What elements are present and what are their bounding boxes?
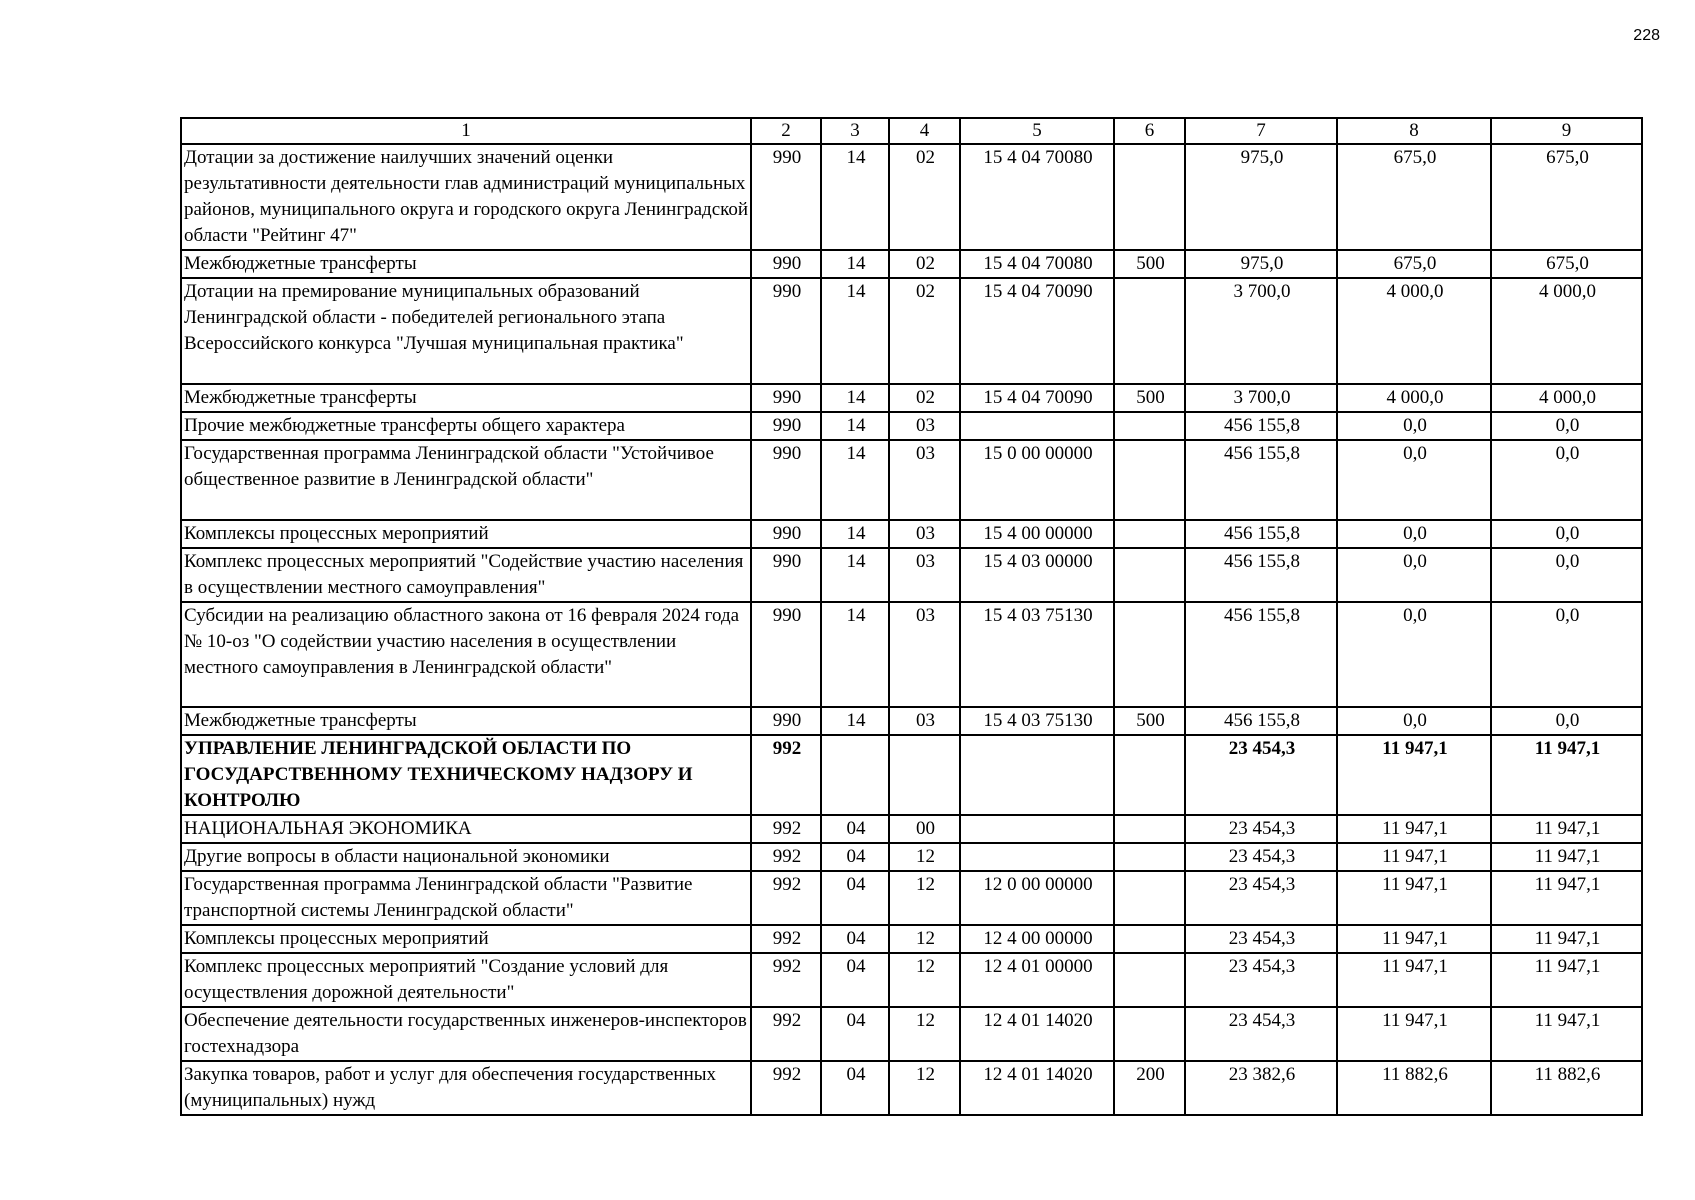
col-4-cell: 00 bbox=[889, 815, 960, 843]
col-2-cell: 992 bbox=[751, 925, 821, 953]
row-name: Дотации на премирование муниципальных образований Ленинградской области - победителей регионального этапа Всероссийского конкурса "Лучшая муниципальная практика" bbox=[181, 278, 751, 384]
col-7-cell: 23 454,3 bbox=[1185, 843, 1337, 871]
header-row bbox=[181, 118, 1642, 144]
col-4-cell: 12 bbox=[889, 1007, 960, 1061]
col-6-cell bbox=[1114, 412, 1185, 440]
row-name: Комплексы процессных мероприятий bbox=[181, 925, 751, 953]
col-3-cell: 14 bbox=[821, 144, 889, 250]
col-7-cell: 456 155,8 bbox=[1185, 412, 1337, 440]
table-row bbox=[181, 707, 1642, 735]
col-7-cell: 456 155,8 bbox=[1185, 520, 1337, 548]
col-7-cell: 3 700,0 bbox=[1185, 278, 1337, 384]
col-6-cell bbox=[1114, 602, 1185, 707]
col-2-cell: 992 bbox=[751, 1061, 821, 1115]
col-8-cell: 0,0 bbox=[1337, 440, 1491, 520]
col-5-cell bbox=[960, 843, 1114, 871]
col-7-cell: 456 155,8 bbox=[1185, 707, 1337, 735]
col-5-cell: 15 4 04 70090 bbox=[960, 278, 1114, 384]
row-name: Межбюджетные трансферты bbox=[181, 707, 751, 735]
col-8-cell: 0,0 bbox=[1337, 602, 1491, 707]
row-name: Обеспечение деятельности государственных инженеров-инспекторов гостехнадзора bbox=[181, 1007, 751, 1061]
column-header: 1 bbox=[181, 118, 751, 144]
col-5-cell: 15 0 00 00000 bbox=[960, 440, 1114, 520]
col-6-cell: 500 bbox=[1114, 384, 1185, 412]
col-5-cell: 15 4 03 00000 bbox=[960, 548, 1114, 602]
col-9-cell: 11 947,1 bbox=[1491, 815, 1642, 843]
col-6-cell bbox=[1114, 440, 1185, 520]
col-7-cell: 456 155,8 bbox=[1185, 548, 1337, 602]
col-5-cell: 12 4 00 00000 bbox=[960, 925, 1114, 953]
col-8-cell: 0,0 bbox=[1337, 520, 1491, 548]
table-row bbox=[181, 440, 1642, 520]
col-4-cell: 12 bbox=[889, 843, 960, 871]
col-2-cell: 992 bbox=[751, 871, 821, 925]
col-7-cell: 456 155,8 bbox=[1185, 440, 1337, 520]
col-2-cell: 992 bbox=[751, 735, 821, 815]
col-8-cell: 11 947,1 bbox=[1337, 953, 1491, 1007]
col-3-cell bbox=[821, 735, 889, 815]
col-6-cell bbox=[1114, 843, 1185, 871]
col-9-cell: 11 947,1 bbox=[1491, 925, 1642, 953]
col-6-cell bbox=[1114, 278, 1185, 384]
row-name: Межбюджетные трансферты bbox=[181, 384, 751, 412]
col-5-cell: 12 0 00 00000 bbox=[960, 871, 1114, 925]
col-8-cell: 11 882,6 bbox=[1337, 1061, 1491, 1115]
row-name: Государственная программа Ленинградской области "Устойчивое общественное развитие в Ленинградской области" bbox=[181, 440, 751, 520]
row-name: Межбюджетные трансферты bbox=[181, 250, 751, 278]
col-8-cell: 0,0 bbox=[1337, 412, 1491, 440]
row-name: Субсидии на реализацию областного закона от 16 февраля 2024 года № 10-оз "О содействии участию населения в осуществлении местного самоуправления в Ленинградской области" bbox=[181, 602, 751, 707]
col-2-cell: 992 bbox=[751, 1007, 821, 1061]
col-2-cell: 992 bbox=[751, 815, 821, 843]
col-7-cell: 3 700,0 bbox=[1185, 384, 1337, 412]
col-3-cell: 04 bbox=[821, 953, 889, 1007]
col-5-cell: 12 4 01 14020 bbox=[960, 1061, 1114, 1115]
col-3-cell: 14 bbox=[821, 707, 889, 735]
row-name: НАЦИОНАЛЬНАЯ ЭКОНОМИКА bbox=[181, 815, 751, 843]
row-name: Прочие межбюджетные трансферты общего характера bbox=[181, 412, 751, 440]
col-9-cell: 0,0 bbox=[1491, 707, 1642, 735]
table-row bbox=[181, 602, 1642, 707]
col-6-cell bbox=[1114, 144, 1185, 250]
col-3-cell: 14 bbox=[821, 412, 889, 440]
column-header: 6 bbox=[1114, 118, 1185, 144]
col-6-cell: 500 bbox=[1114, 707, 1185, 735]
col-2-cell: 990 bbox=[751, 520, 821, 548]
col-8-cell: 11 947,1 bbox=[1337, 925, 1491, 953]
column-header: 7 bbox=[1185, 118, 1337, 144]
col-8-cell: 4 000,0 bbox=[1337, 278, 1491, 384]
col-3-cell: 04 bbox=[821, 1007, 889, 1061]
col-3-cell: 04 bbox=[821, 871, 889, 925]
col-3-cell: 14 bbox=[821, 384, 889, 412]
row-name: Комплекс процессных мероприятий "Содействие участию населения в осуществлении местного самоуправления" bbox=[181, 548, 751, 602]
col-2-cell: 990 bbox=[751, 412, 821, 440]
col-9-cell: 0,0 bbox=[1491, 440, 1642, 520]
col-6-cell bbox=[1114, 871, 1185, 925]
col-2-cell: 990 bbox=[751, 278, 821, 384]
col-3-cell: 14 bbox=[821, 250, 889, 278]
table-row bbox=[181, 1007, 1642, 1061]
col-4-cell: 03 bbox=[889, 412, 960, 440]
col-5-cell: 15 4 03 75130 bbox=[960, 602, 1114, 707]
col-2-cell: 992 bbox=[751, 953, 821, 1007]
col-7-cell: 23 454,3 bbox=[1185, 815, 1337, 843]
col-5-cell: 15 4 00 00000 bbox=[960, 520, 1114, 548]
table-row bbox=[181, 1061, 1642, 1115]
col-9-cell: 11 947,1 bbox=[1491, 953, 1642, 1007]
col-3-cell: 04 bbox=[821, 815, 889, 843]
col-2-cell: 990 bbox=[751, 250, 821, 278]
col-4-cell: 03 bbox=[889, 707, 960, 735]
col-6-cell bbox=[1114, 520, 1185, 548]
col-5-cell: 12 4 01 14020 bbox=[960, 1007, 1114, 1061]
table-row bbox=[181, 250, 1642, 278]
col-9-cell: 11 947,1 bbox=[1491, 735, 1642, 815]
table-row bbox=[181, 412, 1642, 440]
col-8-cell: 675,0 bbox=[1337, 250, 1491, 278]
col-4-cell: 03 bbox=[889, 440, 960, 520]
column-header: 3 bbox=[821, 118, 889, 144]
column-header: 9 bbox=[1491, 118, 1642, 144]
row-name: УПРАВЛЕНИЕ ЛЕНИНГРАДСКОЙ ОБЛАСТИ ПО ГОСУДАРСТВЕННОМУ ТЕХНИЧЕСКОМУ НАДЗОРУ И КОНТРОЛЮ bbox=[181, 735, 751, 815]
col-4-cell: 03 bbox=[889, 548, 960, 602]
col-5-cell: 15 4 04 70080 bbox=[960, 250, 1114, 278]
col-9-cell: 0,0 bbox=[1491, 520, 1642, 548]
col-4-cell: 02 bbox=[889, 144, 960, 250]
col-2-cell: 990 bbox=[751, 144, 821, 250]
col-6-cell: 500 bbox=[1114, 250, 1185, 278]
column-header: 4 bbox=[889, 118, 960, 144]
col-4-cell: 12 bbox=[889, 871, 960, 925]
table-row bbox=[181, 871, 1642, 925]
col-7-cell: 975,0 bbox=[1185, 144, 1337, 250]
table-row bbox=[181, 384, 1642, 412]
col-4-cell: 12 bbox=[889, 925, 960, 953]
col-4-cell: 03 bbox=[889, 520, 960, 548]
col-2-cell: 990 bbox=[751, 707, 821, 735]
col-7-cell: 23 454,3 bbox=[1185, 953, 1337, 1007]
row-name: Закупка товаров, работ и услуг для обеспечения государственных (муниципальных) нужд bbox=[181, 1061, 751, 1115]
col-9-cell: 11 947,1 bbox=[1491, 843, 1642, 871]
row-name: Комплексы процессных мероприятий bbox=[181, 520, 751, 548]
table-row bbox=[181, 843, 1642, 871]
col-8-cell: 4 000,0 bbox=[1337, 384, 1491, 412]
col-3-cell: 14 bbox=[821, 520, 889, 548]
col-4-cell: 03 bbox=[889, 602, 960, 707]
col-7-cell: 456 155,8 bbox=[1185, 602, 1337, 707]
table-row bbox=[181, 925, 1642, 953]
col-9-cell: 11 882,6 bbox=[1491, 1061, 1642, 1115]
col-4-cell: 02 bbox=[889, 250, 960, 278]
col-6-cell bbox=[1114, 735, 1185, 815]
col-5-cell: 12 4 01 00000 bbox=[960, 953, 1114, 1007]
row-name: Государственная программа Ленинградской области "Развитие транспортной системы Ленинградской области" bbox=[181, 871, 751, 925]
col-3-cell: 04 bbox=[821, 1061, 889, 1115]
col-6-cell bbox=[1114, 953, 1185, 1007]
col-9-cell: 4 000,0 bbox=[1491, 384, 1642, 412]
col-4-cell: 02 bbox=[889, 278, 960, 384]
col-7-cell: 975,0 bbox=[1185, 250, 1337, 278]
col-8-cell: 11 947,1 bbox=[1337, 1007, 1491, 1061]
col-2-cell: 990 bbox=[751, 384, 821, 412]
col-5-cell bbox=[960, 815, 1114, 843]
col-9-cell: 0,0 bbox=[1491, 602, 1642, 707]
col-8-cell: 11 947,1 bbox=[1337, 815, 1491, 843]
col-9-cell: 4 000,0 bbox=[1491, 278, 1642, 384]
col-6-cell bbox=[1114, 548, 1185, 602]
page-number: 228 bbox=[1633, 27, 1660, 44]
col-4-cell: 12 bbox=[889, 1061, 960, 1115]
col-4-cell bbox=[889, 735, 960, 815]
col-2-cell: 990 bbox=[751, 602, 821, 707]
col-5-cell: 15 4 03 75130 bbox=[960, 707, 1114, 735]
col-8-cell: 11 947,1 bbox=[1337, 735, 1491, 815]
col-2-cell: 990 bbox=[751, 548, 821, 602]
col-4-cell: 02 bbox=[889, 384, 960, 412]
col-3-cell: 04 bbox=[821, 925, 889, 953]
col-9-cell: 0,0 bbox=[1491, 548, 1642, 602]
col-9-cell: 11 947,1 bbox=[1491, 1007, 1642, 1061]
col-7-cell: 23 382,6 bbox=[1185, 1061, 1337, 1115]
col-5-cell bbox=[960, 412, 1114, 440]
row-name: Дотации за достижение наилучших значений оценки результативности деятельности глав администраций муниципальных районов, муниципального округа и городского округа Ленинградской области "Рейтинг 47" bbox=[181, 144, 751, 250]
col-7-cell: 23 454,3 bbox=[1185, 925, 1337, 953]
col-8-cell: 0,0 bbox=[1337, 707, 1491, 735]
column-header: 2 bbox=[751, 118, 821, 144]
col-5-cell: 15 4 04 70090 bbox=[960, 384, 1114, 412]
col-8-cell: 11 947,1 bbox=[1337, 871, 1491, 925]
col-9-cell: 11 947,1 bbox=[1491, 871, 1642, 925]
table-row bbox=[181, 815, 1642, 843]
col-6-cell bbox=[1114, 1007, 1185, 1061]
column-header: 5 bbox=[960, 118, 1114, 144]
col-3-cell: 14 bbox=[821, 440, 889, 520]
col-6-cell bbox=[1114, 925, 1185, 953]
table-row bbox=[181, 953, 1642, 1007]
col-8-cell: 0,0 bbox=[1337, 548, 1491, 602]
col-3-cell: 14 bbox=[821, 602, 889, 707]
col-8-cell: 675,0 bbox=[1337, 144, 1491, 250]
table-row bbox=[181, 278, 1642, 384]
col-4-cell: 12 bbox=[889, 953, 960, 1007]
col-6-cell: 200 bbox=[1114, 1061, 1185, 1115]
col-3-cell: 14 bbox=[821, 278, 889, 384]
col-9-cell: 675,0 bbox=[1491, 250, 1642, 278]
col-9-cell: 675,0 bbox=[1491, 144, 1642, 250]
row-name: Другие вопросы в области национальной экономики bbox=[181, 843, 751, 871]
col-7-cell: 23 454,3 bbox=[1185, 871, 1337, 925]
col-2-cell: 992 bbox=[751, 843, 821, 871]
column-header: 8 bbox=[1337, 118, 1491, 144]
col-8-cell: 11 947,1 bbox=[1337, 843, 1491, 871]
table-row bbox=[181, 144, 1642, 250]
budget-table bbox=[180, 117, 1643, 1116]
table-row bbox=[181, 735, 1642, 815]
col-6-cell bbox=[1114, 815, 1185, 843]
table-row bbox=[181, 548, 1642, 602]
col-7-cell: 23 454,3 bbox=[1185, 1007, 1337, 1061]
row-name: Комплекс процессных мероприятий "Создание условий для осуществления дорожной деятельности" bbox=[181, 953, 751, 1007]
col-5-cell bbox=[960, 735, 1114, 815]
table-body bbox=[181, 144, 1642, 1115]
col-9-cell: 0,0 bbox=[1491, 412, 1642, 440]
col-3-cell: 14 bbox=[821, 548, 889, 602]
col-3-cell: 04 bbox=[821, 843, 889, 871]
col-7-cell: 23 454,3 bbox=[1185, 735, 1337, 815]
col-2-cell: 990 bbox=[751, 440, 821, 520]
table-row bbox=[181, 520, 1642, 548]
col-5-cell: 15 4 04 70080 bbox=[960, 144, 1114, 250]
